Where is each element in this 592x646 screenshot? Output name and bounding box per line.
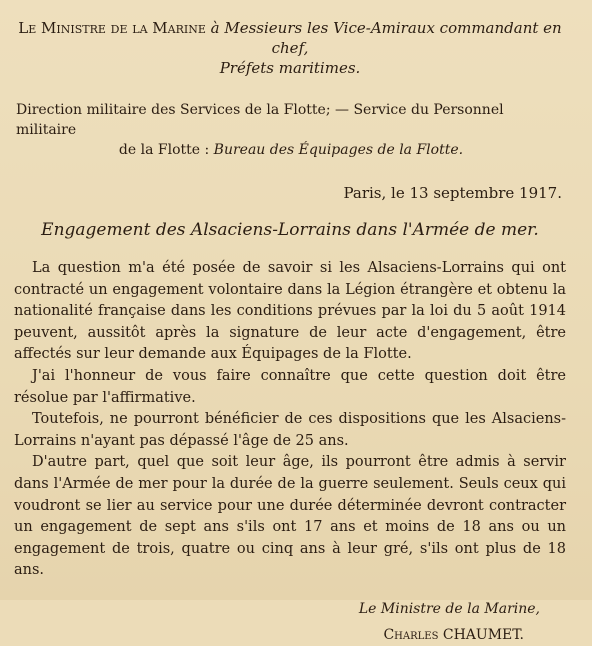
paragraph-3: Toutefois, ne pourront bénéficier de ces dispositions que les Alsaciens-Lorrains n'ayant pas dépassé l'âge de 25 ans.: [14, 411, 566, 449]
paragraph-1: La question m'a été posée de savoir si les Alsaciens-Lorrains qui ont contracté un engagement volontaire dans la Légion étrangère et obtenu la nationalité française dans les conditions prévues par la loi du 5 août 1914 peuvent, aussitôt après la signature de leur acte d'engagement, être affectés sur leur demande aux Équipages de la Flotte.: [14, 260, 566, 363]
address-line-1: [14, 18, 566, 58]
signature-name: Charles CHAUMET.: [383, 626, 524, 643]
direction-line-2-italic: Bureau des Équipages de la Flotte.: [213, 142, 464, 158]
document-body: [14, 258, 566, 582]
sender: Le Ministre de la Marine: [18, 19, 206, 37]
recipients: à Messieurs les Vice-Amiraux commandant en chef,: [205, 19, 562, 57]
date-line: Paris, le 13 septembre 1917.: [343, 184, 562, 202]
signature-block: [14, 598, 566, 646]
direction-line-1: Direction militaire des Services de la Flotte; — Service du Personnel militaire: [16, 102, 504, 138]
address-line-2: Préfets maritimes.: [219, 59, 361, 77]
address-block: [14, 18, 566, 78]
direction-line-2-plain: de la Flotte :: [118, 142, 214, 158]
direction-block: [14, 100, 566, 160]
paragraph-2: J'ai l'honneur de vous faire connaître que cette question doit être résolue par l'affirmative.: [14, 367, 566, 406]
paragraph-4: D'autre part, quel que soit leur âge, ils pourront être admis à servir dans l'Armée de mer pour la durée de la guerre seulement. Seuls ceux qui voudront se lier au service pour une durée déterminée devront contracter un engagement de sept ans s'ils ont 17 ans et moins de 18 ans ou un engagement de trois, quatre ou cinq ans à leur gré, s'ils ont plus de 18 ans.: [14, 454, 566, 579]
direction-line-2: [16, 140, 566, 160]
signature-role: Le Ministre de la Marine,: [358, 600, 540, 617]
document-title: Engagement des Alsaciens-Lorrains dans l'Armée de mer.: [41, 220, 539, 240]
